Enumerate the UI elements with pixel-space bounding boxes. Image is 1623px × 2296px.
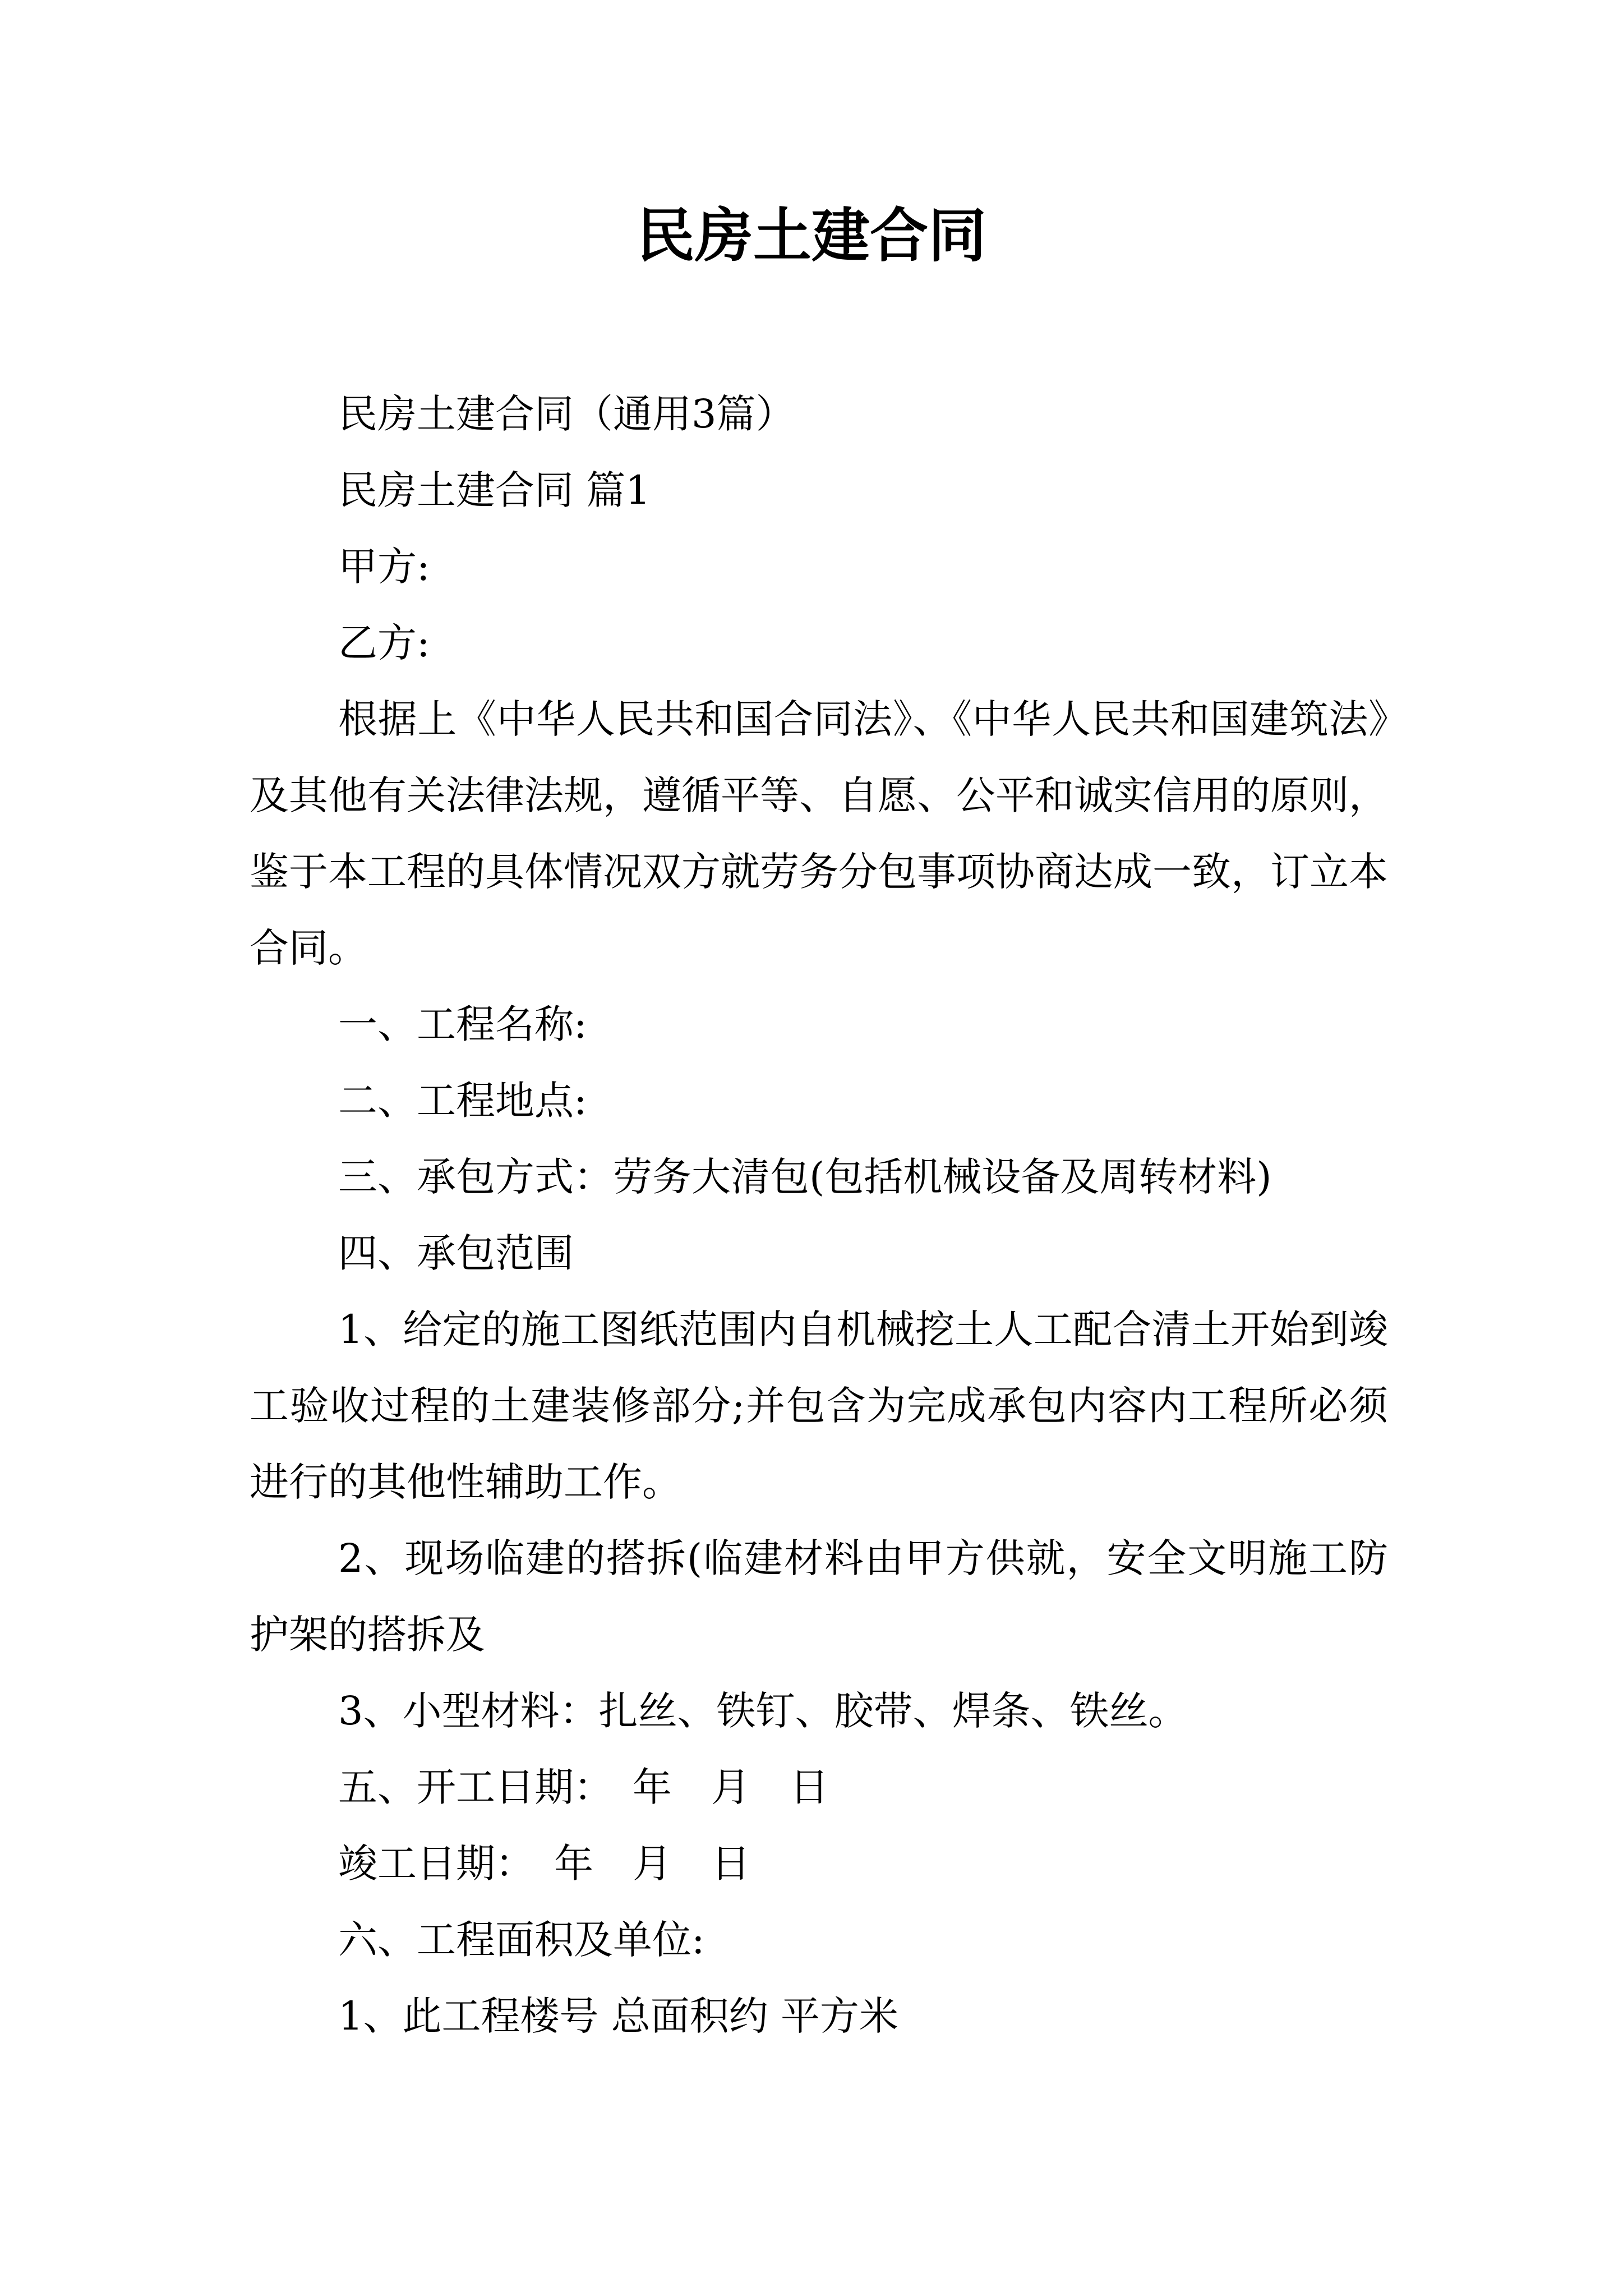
paragraph-area-item-1: 1、此工程楼号 总面积约 平方米: [338, 1993, 899, 2039]
document-body: [250, 376, 1388, 2054]
paragraph-contract-method: 三、承包方式：劳务大清包(包括机械设备及周转材料): [338, 1154, 1272, 1200]
paragraph-section-heading: 民房土建合同 篇1: [338, 467, 651, 513]
paragraph-scope-item-1: 1、给定的施工图纸范围内自机械挖土人工配合清土开始到竣工验收过程的土建装修部分;并包含为完成承包内容内工程所必须进行的其他性辅助工作。: [250, 1306, 1388, 1505]
paragraph-party-a: 甲方:: [338, 544, 430, 590]
paragraph-start-date: 五、开工日期： 年 月 日: [338, 1764, 829, 1810]
document-title: 民房土建合同: [636, 201, 986, 270]
paragraph-party-b: 乙方:: [338, 620, 430, 666]
paragraph-preamble: 根据上《中华人民共和国合同法》、《中华人民共和国建筑法》及其他有关法律法规，遵循平等、自愿、公平和诚实信用的原则，鉴于本工程的具体情况双方就劳务分包事项协商达成一致，订立本合同。: [250, 696, 1388, 971]
paragraph-contract-scope: 四、承包范围: [338, 1230, 574, 1276]
paragraph-area-unit: 六、工程面积及单位:: [338, 1917, 705, 1963]
paragraph-project-name: 一、工程名称:: [338, 1001, 587, 1047]
paragraph-scope-item-3: 3、小型材料：扎丝、铁钉、胶带、焊条、铁丝。: [338, 1688, 1188, 1734]
paragraph-project-location: 二、工程地点:: [338, 1078, 587, 1124]
paragraph-scope-item-2: 2、现场临建的搭拆(临建材料由甲方供就，安全文明施工防护架的搭拆及: [250, 1535, 1388, 1658]
paragraph-completion-date: 竣工日期： 年 月 日: [338, 1841, 750, 1887]
paragraph-subtitle: 民房土建合同（通用3篇）: [338, 391, 795, 437]
